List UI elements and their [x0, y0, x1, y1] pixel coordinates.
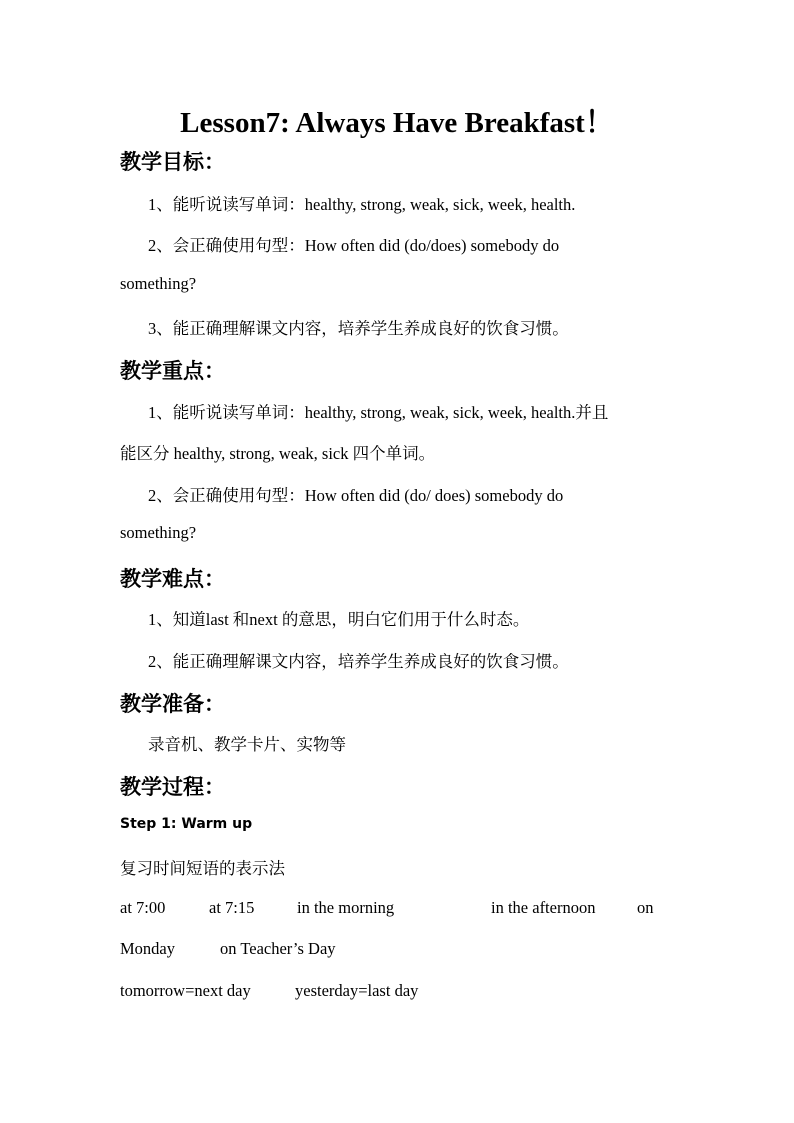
preparation-heading: 教学准备： — [120, 692, 225, 716]
time-phrase: in the morning — [297, 898, 395, 917]
time-phrase: on — [637, 898, 654, 917]
time-phrase: in the afternoon — [491, 898, 596, 917]
time-phrase: on Teacher’s Day — [220, 939, 336, 958]
time-phrase: at 7:15 — [209, 898, 255, 917]
preparation-line-1: 录音机、教学卡片、实物等 — [148, 735, 346, 754]
time-phrase: tomorrow=next day — [120, 981, 251, 1000]
process-heading: 教学过程： — [120, 775, 225, 799]
key-points-line-3: 2、会正确使用句型：How often did (do/ does) somebody do — [148, 486, 564, 505]
step-1-label: Step 1: Warm up — [120, 816, 253, 832]
time-phrase: Monday — [120, 939, 175, 958]
objectives-line-2: 2、会正确使用句型：How often did (do/does) somebody do — [148, 236, 560, 255]
key-points-heading: 教学重点： — [120, 359, 225, 383]
objectives-heading: 教学目标： — [120, 150, 225, 174]
difficulties-line-2: 2、能正确理解课文内容，培养学生养成良好的饮食习惯。 — [148, 652, 569, 671]
objectives-line-4: 3、能正确理解课文内容，培养学生养成良好的饮食习惯。 — [148, 319, 569, 338]
key-points-line-2: 能区分 healthy, strong, weak, sick 四个单词。 — [120, 444, 436, 463]
key-points-line-1: 1、能听说读写单词：healthy, strong, weak, sick, week, health.并且 — [148, 403, 609, 422]
time-phrase: at 7:00 — [120, 898, 166, 917]
key-points-line-4: something? — [120, 523, 197, 542]
review-line: 复习时间短语的表示法 — [120, 859, 285, 878]
lesson-title: Lesson7: Always Have Breakfast！ — [180, 107, 614, 139]
objectives-line-3: something? — [120, 274, 197, 293]
time-phrase: yesterday=last day — [295, 981, 419, 1000]
difficulties-heading: 教学难点： — [120, 567, 225, 591]
objectives-line-1: 1、能听说读写单词：healthy, strong, weak, sick, week, health. — [148, 195, 576, 214]
difficulties-line-1: 1、知道last 和next 的意思，明白它们用于什么时态。 — [148, 610, 530, 629]
